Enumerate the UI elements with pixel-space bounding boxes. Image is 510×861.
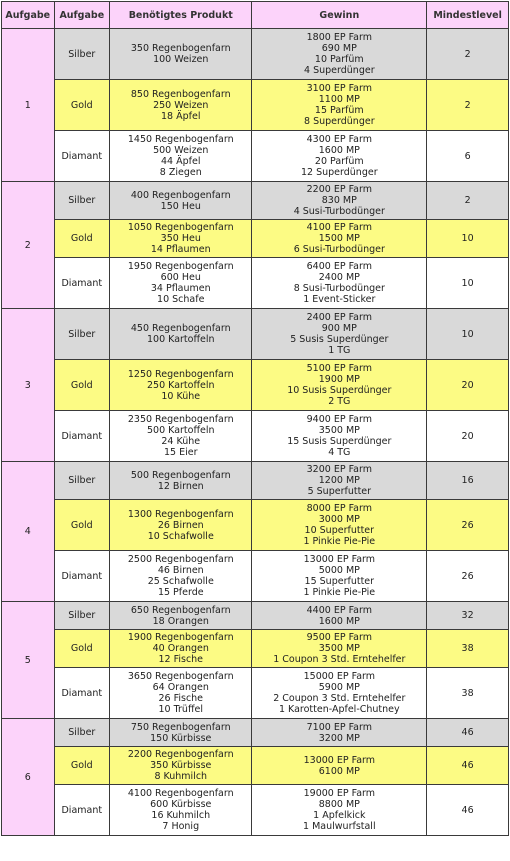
gewinn-cell [252,785,427,836]
produkt-line: 10 Trüffel [158,704,203,715]
aufgabe-number-cell: 6 [2,719,55,836]
produkt-line: 44 Äpfel [161,156,201,167]
table-row [2,220,509,258]
produkt-line: 750 Regenbogenfarn [130,721,231,733]
gewinn-cell [252,220,427,258]
gewinn-line: 1 Coupon 3 Std. Erntehelfer [273,654,406,665]
gewinn-line: 4300 EP Farm [306,134,372,145]
gewinn-line: 9400 EP Farm [306,414,372,425]
gewinn-line: 1 Event-Sticker [303,294,376,305]
table-row [2,131,509,182]
produkt-line: 250 Weizen [153,99,209,111]
gewinn-cell [252,411,427,462]
gewinn-line: 10 Susis Superdünger [287,385,392,396]
gewinn-line: 4 Superdünger [304,65,375,76]
table-row [2,360,509,411]
produkt-cell [110,309,252,360]
mindestlevel-cell: 26 [427,500,509,551]
gewinn-line: 3200 EP Farm [306,464,372,475]
gewinn-line: 8800 MP [318,799,360,810]
gewinn-line: 10 Superfutter [304,525,375,536]
produkt-line: 26 Birnen [157,519,204,531]
table-row [2,29,509,80]
gewinn-cell [252,551,427,602]
tier-cell: Gold [54,360,110,411]
produkt-line: 500 Kartoffeln [146,425,215,436]
header-gewinn: Gewinn [252,2,427,29]
gewinn-cell [252,668,427,719]
mindestlevel-cell: 16 [427,462,509,500]
gewinn-line: 15 Parfüm [314,105,364,116]
produkt-line: 16 Kuhmilch [151,810,211,821]
produkt-line: 100 Weizen [153,54,209,65]
produkt-line: 1250 Regenbogenfarn [127,368,234,380]
table-row [2,500,509,551]
mindestlevel-cell: 32 [427,602,509,630]
produkt-line: 600 Kürbisse [150,799,212,810]
tier-cell: Silber [54,719,110,747]
mindestlevel-cell: 38 [427,630,509,668]
gewinn-cell [252,309,427,360]
produkt-cell [110,668,252,719]
quest-table [1,1,509,836]
tier-cell: Diamant [54,131,110,182]
produkt-cell [110,719,252,747]
produkt-line: 7 Honig [162,821,200,832]
gewinn-line: 8 Superdünger [304,116,375,127]
produkt-cell [110,29,252,80]
produkt-line: 12 Fische [158,654,204,665]
gewinn-line: 3500 MP [318,425,360,436]
gewinn-line: 8000 EP Farm [306,503,372,514]
produkt-line: 64 Orangen [152,682,209,693]
gewinn-line: 20 Parfüm [314,156,364,167]
gewinn-cell [252,602,427,630]
produkt-line: 10 Schafe [157,294,205,305]
mindestlevel-cell: 10 [427,220,509,258]
table-body [2,29,509,836]
produkt-line: 500 Weizen [153,145,209,156]
gewinn-line: 1 Apfelkick [313,810,366,821]
gewinn-line: 1 Pinkie Pie-Pie [303,587,376,598]
table-row [2,785,509,836]
gewinn-cell [252,258,427,309]
produkt-line: 8 Ziegen [159,167,202,178]
produkt-line: 10 Kühe [161,390,201,402]
gewinn-line: 13000 EP Farm [303,754,376,766]
produkt-line: 350 Regenbogenfarn [130,43,231,54]
gewinn-line: 5 Susis Superdünger [290,334,389,345]
gewinn-line: 12 Superdünger [300,167,378,178]
produkt-line: 1050 Regenbogenfarn [127,222,234,233]
produkt-cell [110,462,252,500]
produkt-cell [110,258,252,309]
produkt-cell [110,602,252,630]
gewinn-line: 4 Susi-Turbodünger [293,206,385,217]
produkt-cell [110,411,252,462]
mindestlevel-cell: 2 [427,29,509,80]
gewinn-line: 13000 EP Farm [303,554,376,565]
gewinn-cell [252,29,427,80]
gewinn-line: 5900 MP [318,682,360,693]
mindestlevel-cell: 2 [427,80,509,131]
gewinn-line: 4100 EP Farm [306,222,372,233]
mindestlevel-cell: 46 [427,785,509,836]
produkt-cell [110,131,252,182]
gewinn-cell [252,719,427,747]
gewinn-line: 15 Superfutter [304,576,375,587]
gewinn-line: 1500 MP [318,233,360,244]
produkt-line: 8 Kuhmilch [154,771,208,782]
gewinn-line: 3200 MP [318,732,360,744]
produkt-line: 1450 Regenbogenfarn [127,134,234,145]
aufgabe-number-cell: 4 [2,462,55,602]
mindestlevel-cell: 10 [427,258,509,309]
gewinn-cell [252,80,427,131]
produkt-cell [110,220,252,258]
table-row [2,258,509,309]
tier-cell: Silber [54,309,110,360]
gewinn-line: 1 TG [328,345,351,356]
produkt-line: 24 Kühe [161,436,201,447]
mindestlevel-cell: 10 [427,309,509,360]
produkt-line: 400 Regenbogenfarn [130,189,231,201]
produkt-cell [110,182,252,220]
mindestlevel-cell: 2 [427,182,509,220]
mindestlevel-cell: 20 [427,411,509,462]
aufgabe-number-cell: 1 [2,29,55,182]
produkt-line: 4100 Regenbogenfarn [127,788,234,799]
tier-cell: Diamant [54,551,110,602]
tier-cell: Diamant [54,785,110,836]
tier-cell: Diamant [54,411,110,462]
gewinn-line: 9500 EP Farm [306,632,372,643]
tier-cell: Gold [54,80,110,131]
produkt-line: 2500 Regenbogenfarn [127,554,234,565]
produkt-line: 450 Regenbogenfarn [130,323,231,334]
gewinn-line: 4 TG [328,447,351,458]
produkt-line: 150 Kürbisse [150,732,212,744]
produkt-line: 40 Orangen [152,643,209,654]
header-benoetigtes-produkt: Benötigtes Produkt [110,2,252,29]
produkt-cell [110,80,252,131]
tier-cell: Gold [54,500,110,551]
produkt-line: 250 Kartoffeln [146,379,215,391]
mindestlevel-cell: 38 [427,668,509,719]
tier-cell: Diamant [54,668,110,719]
gewinn-line: 4400 EP Farm [306,604,372,616]
tier-cell: Silber [54,602,110,630]
header-aufgabe-number: Aufgabe [2,2,55,29]
produkt-line: 15 Eier [164,447,198,458]
gewinn-line: 8 Susi-Turbodünger [293,283,385,294]
produkt-cell [110,630,252,668]
mindestlevel-cell: 26 [427,551,509,602]
gewinn-line: 7100 EP Farm [306,721,372,733]
tier-cell: Gold [54,630,110,668]
gewinn-cell [252,182,427,220]
gewinn-line: 1 Maulwurfstall [303,821,376,832]
tier-cell: Gold [54,747,110,785]
produkt-cell [110,500,252,551]
table-row [2,182,509,220]
produkt-line: 1900 Regenbogenfarn [127,632,234,643]
gewinn-line: 690 MP [321,43,357,54]
gewinn-line: 900 MP [321,323,357,334]
gewinn-line: 5000 MP [318,565,360,576]
gewinn-cell [252,500,427,551]
gewinn-line: 1800 EP Farm [306,32,372,43]
header-row [2,2,509,29]
tier-cell: Silber [54,182,110,220]
tier-cell: Silber [54,462,110,500]
produkt-line: 18 Orangen [152,615,209,627]
table-row [2,668,509,719]
gewinn-line: 1600 MP [318,615,360,627]
produkt-cell [110,551,252,602]
mindestlevel-cell: 20 [427,360,509,411]
table-row [2,309,509,360]
table-row [2,719,509,747]
gewinn-line: 1100 MP [318,94,360,105]
gewinn-line: 2400 EP Farm [306,312,372,323]
gewinn-cell [252,747,427,785]
gewinn-line: 5 Superfutter [307,486,372,497]
produkt-line: 1300 Regenbogenfarn [127,508,234,520]
gewinn-line: 1200 MP [318,475,360,486]
produkt-line: 46 Birnen [157,565,204,576]
mindestlevel-cell: 46 [427,747,509,785]
produkt-line: 500 Regenbogenfarn [130,469,231,481]
gewinn-cell [252,360,427,411]
tier-cell: Gold [54,220,110,258]
gewinn-line: 3500 MP [318,643,360,654]
gewinn-line: 19000 EP Farm [303,788,376,799]
aufgabe-number-cell: 2 [2,182,55,309]
produkt-line: 150 Heu [160,200,201,212]
gewinn-line: 2400 MP [318,272,360,283]
gewinn-cell [252,131,427,182]
gewinn-line: 6100 MP [318,765,360,777]
tier-cell: Diamant [54,258,110,309]
gewinn-line: 15000 EP Farm [303,671,376,682]
gewinn-line: 5100 EP Farm [306,363,372,374]
produkt-line: 2350 Regenbogenfarn [127,414,234,425]
produkt-line: 15 Pferde [157,587,204,598]
gewinn-line: 1 Karotten-Apfel-Chutney [278,704,400,715]
produkt-line: 18 Äpfel [161,110,201,122]
gewinn-line: 10 Parfüm [314,54,364,65]
gewinn-line: 830 MP [321,195,357,206]
tier-cell: Silber [54,29,110,80]
gewinn-line: 2200 EP Farm [306,184,372,195]
table-row [2,462,509,500]
table-row [2,602,509,630]
header-mindestlevel: Mindestlevel [427,2,509,29]
table-row [2,630,509,668]
produkt-line: 3650 Regenbogenfarn [127,671,234,682]
produkt-line: 350 Kürbisse [150,760,212,771]
produkt-line: 2200 Regenbogenfarn [127,749,234,760]
gewinn-line: 3000 MP [318,514,360,525]
mindestlevel-cell: 46 [427,719,509,747]
produkt-line: 1950 Regenbogenfarn [127,261,234,272]
gewinn-line: 1600 MP [318,145,360,156]
produkt-line: 34 Pflaumen [150,283,211,294]
produkt-cell [110,747,252,785]
produkt-line: 12 Birnen [157,480,204,492]
gewinn-line: 2 Coupon 3 Std. Erntehelfer [273,693,406,704]
gewinn-cell [252,630,427,668]
mindestlevel-cell: 6 [427,131,509,182]
header-aufgabe-tier: Aufgabe [54,2,110,29]
produkt-line: 25 Schafwolle [147,576,214,587]
produkt-line: 600 Heu [160,272,201,283]
produkt-cell [110,360,252,411]
produkt-line: 350 Heu [160,233,201,244]
aufgabe-number-cell: 5 [2,602,55,719]
gewinn-line: 1900 MP [318,374,360,385]
produkt-cell [110,785,252,836]
gewinn-line: 1 Pinkie Pie-Pie [303,536,376,547]
produkt-line: 26 Fische [158,693,204,704]
produkt-line: 850 Regenbogenfarn [130,88,231,100]
gewinn-cell [252,462,427,500]
produkt-line: 10 Schafwolle [147,530,214,542]
table-row [2,80,509,131]
produkt-line: 650 Regenbogenfarn [130,604,231,616]
table-row [2,551,509,602]
gewinn-line: 3100 EP Farm [306,83,372,94]
gewinn-line: 2 TG [328,396,351,407]
gewinn-line: 6 Susi-Turbodünger [293,244,385,255]
table-row [2,747,509,785]
gewinn-line: 15 Susis Superdünger [287,436,392,447]
produkt-line: 14 Pflaumen [150,244,211,255]
table-row [2,411,509,462]
aufgabe-number-cell: 3 [2,309,55,462]
gewinn-line: 6400 EP Farm [306,261,372,272]
produkt-line: 100 Kartoffeln [146,334,215,345]
